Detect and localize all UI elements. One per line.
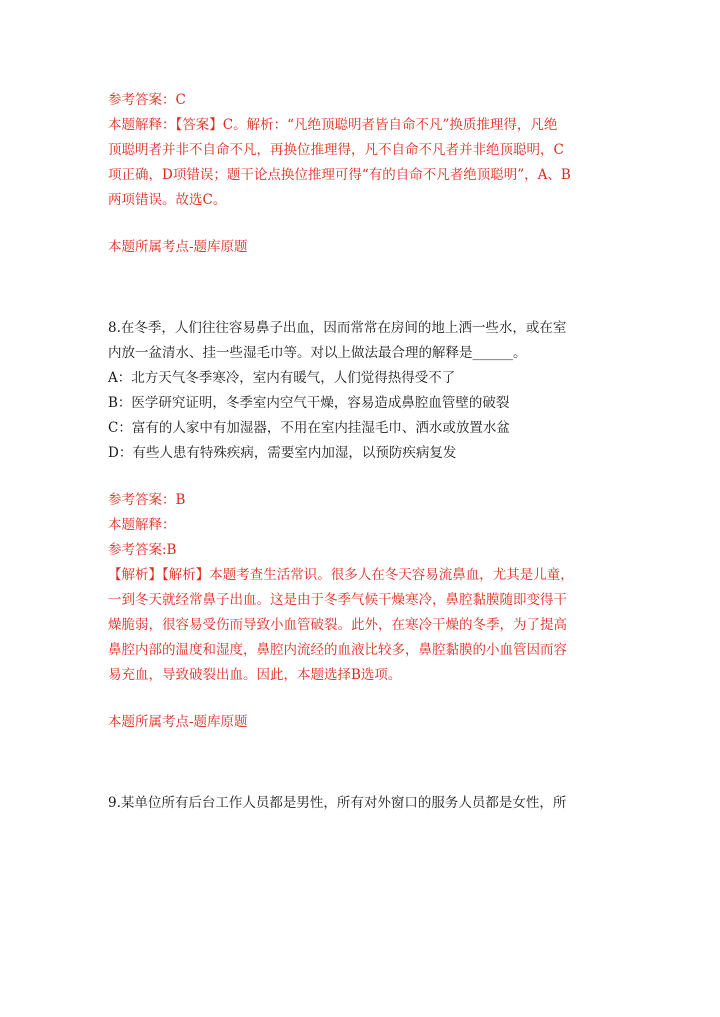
q8-analysis-line: 鼻腔内部的温度和湿度，鼻腔内流经的血液比较多，鼻腔黏膜的小血管因而容: [108, 642, 567, 658]
q8-analysis-line: 一到冬天就经常鼻子出血。这是由于冬季气候干燥寒冷，鼻腔黏膜随即变得干: [108, 592, 567, 608]
q7-answer: 参考答案：C: [108, 92, 186, 108]
q8-option-c: C：富有的人家中有加湿器，不用在室内挂湿毛巾、洒水或放置水盆: [108, 420, 510, 436]
q9-stem-line: 9.某单位所有后台工作人员都是男性，所有对外窗口的服务人员都是女性，所: [108, 795, 567, 811]
q7-explanation-line: 项正确，D项错误；题干论点换位推理可得“有的自命不凡者绝顶聪明”，A、B: [108, 167, 571, 183]
q8-section: [108, 316, 608, 735]
q8-stem-line: 内放一盆清水、挂一些湿毛巾等。对以上做法最合理的解释是______。: [108, 345, 527, 361]
q8-explanation-label: 本题解释：: [108, 517, 176, 533]
q7-section: [108, 88, 608, 260]
q8-answer: 参考答案：B: [108, 492, 186, 508]
q8-analysis-line: 易充血，导致破裂出血。因此，本题选择B选项。: [108, 667, 402, 683]
q7-explanation-line: 顶聪明者并非不自命不凡，再换位推理得，凡不自命不凡者并非绝顶聪明，C: [108, 142, 564, 158]
q7-source: 本题所属考点-题库原题: [108, 239, 248, 255]
q8-option-d: D：有些人患有特殊疾病，需要室内加湿，以预防疾病复发: [108, 445, 457, 461]
q8-analysis-line: 燥脆弱，很容易受伤而导致小血管破裂。此外，在寒冷干燥的冬季，为了提高: [108, 617, 567, 633]
page-content: [108, 88, 608, 816]
q7-explanation-line: 本题解释：【答案】C。解析：“凡绝顶聪明者皆自命不凡”换质推理得，凡绝: [108, 117, 558, 133]
q8-option-a: A：北方天气冬季寒冷，室内有暖气，人们觉得热得受不了: [108, 370, 456, 386]
q8-answer-repeat: 参考答案:B: [108, 542, 177, 558]
q7-explanation-line: 两项错误。故选C。: [108, 192, 227, 208]
q9-section: [108, 791, 608, 816]
q8-option-b: B：医学研究证明，冬季室内空气干燥，容易造成鼻腔血管壁的破裂: [108, 395, 510, 411]
q8-analysis-line: 【解析】【解析】本题考查生活常识。很多人在冬天容易流鼻血，尤其是儿童，: [108, 567, 574, 583]
q8-source: 本题所属考点-题库原题: [108, 714, 248, 730]
q8-stem-line: 8.在冬季，人们往往容易鼻子出血，因而常常在房间的地上洒一些水，或在室: [108, 320, 567, 336]
